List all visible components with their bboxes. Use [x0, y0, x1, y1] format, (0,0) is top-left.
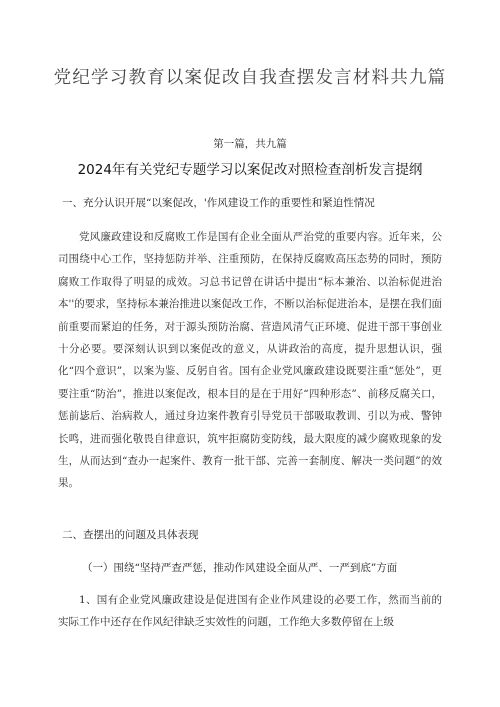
subsection-1-heading: （一）围绕“坚持严查严惩，推动作风建设全面从严、一严到底”方面	[82, 562, 398, 574]
section-1-paragraph: 党风廉政建设和反腐败工作是国有企业全面从严治党的重要内容。近年来，公司围绕中心工作，坚持惩防并举、注重预防，在保持反腐败高压态势的同时，预防腐败工作取得了明显的成效。习总书记曾在讲话中提出“标本兼治、以治标促进治本''的要求，坚持标本兼治推进以案促改工作，不断以治标促进治本，是摆在我们面前重要而紧迫的任务，对于源头预防治腐、营造风清气正环境、促进干部干事创业十分必要。要深刻认识到以案促改的意义，从讲政治的高度，提升思想认识，强化“四个意识”，以案为鉴、反躬自省。国有企业党风廉政建设既要注重“惩处”，更要注重“防治”，推进以案促改，根本目的是在于用好“四种形态”、前移反腐关口，惩前毖后、治病救人，通过身边案件教育引导党员干部吸取教训、引以为戒、警钟长鸣，进而强化敬畏自律意识，筑牢拒腐防变防线，最大限度的减少腐败现象的发生，从而达到“查办一起案件、教育一批干部、完善一套制度、解决一类问题”的效果。	[58, 231, 442, 490]
speech-outline-title: 2024年有关党纪专题学习以案促改对照检查剖析发言提纲	[77, 162, 423, 178]
document-main-title: 党纪学习教育以案促改自我查摆发言材料共九篇	[53, 68, 447, 88]
subsection-1-paragraph: 1、国有企业党风廉政建设是促进国有企业作风建设的必要工作，然而当前的实际工作中还存在作风纪律缺乏实效性的问题，工作绝大多数停留在上级	[58, 594, 442, 629]
section-2-heading: 二、查摆出的问题及具体表现	[62, 529, 199, 541]
section-1-heading: 一、充分认识开展“以案促改，'作风建设工作的重要性和紧迫性情况	[62, 197, 375, 209]
part-label: 第一篇，共九篇	[213, 138, 287, 150]
